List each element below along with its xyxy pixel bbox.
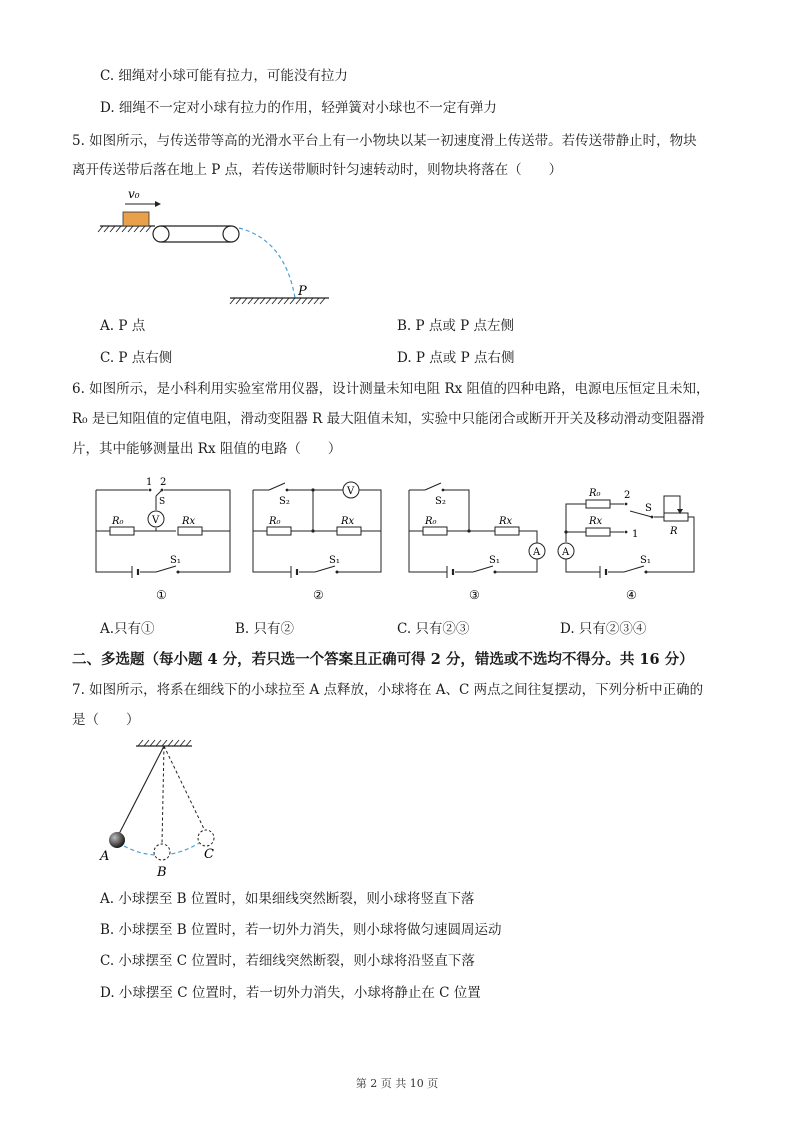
- q5-option-a: A. P 点: [100, 318, 146, 334]
- c1-label: ①: [156, 588, 167, 602]
- q7-option-b: B. 小球摆至 B 位置时，若一切外力消失，则小球将做匀速圆周运动: [100, 922, 502, 938]
- q5-option-c: C. P 点右侧: [100, 350, 173, 366]
- page-footer: 第 2 页 共 10 页: [355, 1077, 439, 1090]
- q7-stem-line2: 是（ ）: [72, 712, 140, 728]
- q6-option-b: B. 只有②: [235, 621, 295, 637]
- q7-option-d: D. 小球摆至 C 位置时，若一切外力消失，小球将静止在 C 位置: [100, 985, 481, 1001]
- q7-position-b: [154, 844, 170, 860]
- svg-text:V: V: [152, 515, 160, 526]
- section-2-heading: 二、多选题（每小题 4 分，若只选一个答案且正确可得 2 分，错选或不选均不得分。共 16 分）: [72, 651, 694, 668]
- c1-r0: R₀: [112, 516, 124, 527]
- q6-circuit-2: [247, 474, 389, 608]
- q5-stem-line2: 离开传送带后落在地上 P 点，若传送带顺时针匀速转动时，则物块将落在（ ）: [72, 162, 563, 178]
- q7-ball-a: [109, 832, 125, 848]
- c1-s1: S₁: [170, 555, 181, 566]
- q6-option-c: C. 只有②③: [397, 621, 470, 637]
- q5-block: [123, 212, 149, 226]
- c2-r0: R₀: [269, 516, 281, 527]
- q6-option-d: D. 只有②③④: [560, 621, 647, 637]
- q5-trajectory: [239, 228, 295, 298]
- q5-p-label: P: [298, 284, 307, 299]
- q5-option-b: B. P 点或 P 点左侧: [397, 318, 515, 334]
- q7-stem-line1: 7. 如图所示，将系在细线下的小球拉至 A 点释放，小球将在 A、C 两点之间往复摆动，下列分析中正确的: [72, 682, 704, 698]
- q6-stem-line1: 6. 如图所示，是小科利用实验室常用仪器，设计测量未知电阻 Rx 阻值的四种电路，电源电压恒定且未知，: [72, 381, 710, 397]
- c3-s2: S₂: [435, 496, 446, 507]
- c3-r0: R₀: [425, 516, 437, 527]
- q4-option-c: C. 细绳对小球可能有拉力，可能没有拉力: [100, 68, 348, 84]
- c2-s1: S₁: [329, 555, 340, 566]
- q7-label-a: A: [100, 849, 110, 864]
- q6-option-a: A.只有①: [100, 621, 155, 637]
- c1-terminal-2: 2: [160, 477, 167, 488]
- q5-option-d: D. P 点或 P 点右侧: [397, 350, 515, 366]
- c1-rx: Rx: [182, 516, 196, 527]
- c3-s1: S₁: [489, 555, 500, 566]
- svg-text:A: A: [562, 547, 570, 558]
- c4-terminal-1: 1: [632, 529, 639, 540]
- q6-stem-line3: 片，其中能够测量出 Rx 阻值的电路（ ）: [72, 441, 342, 457]
- c4-r: R: [670, 526, 678, 537]
- c4-terminal-2: 2: [624, 490, 631, 501]
- svg-text:V: V: [347, 486, 355, 497]
- q7-option-c: C. 小球摆至 C 位置时，若细线突然断裂，则小球将沿竖直下落: [100, 953, 475, 969]
- q5-conveyor-figure: [95, 180, 345, 310]
- q6-circuit-4: [556, 474, 702, 608]
- c3-rx: Rx: [499, 516, 513, 527]
- q7-option-a: A. 小球摆至 B 位置时，如果细线突然断裂，则小球将竖直下落: [100, 891, 475, 907]
- c2-rx: Rx: [341, 516, 355, 527]
- c4-r0: R₀: [589, 488, 601, 499]
- q7-label-c: C: [204, 847, 214, 862]
- q7-position-c: [198, 830, 214, 846]
- c4-switch-s: S: [645, 503, 652, 514]
- q6-circuit-1: [92, 474, 234, 608]
- c1-switch-s: S: [159, 497, 166, 507]
- q7-label-b: B: [157, 865, 167, 880]
- q5-stem-line1: 5. 如图所示，与传送带等高的光滑水平台上有一小物块以某一初速度滑上传送带。若传送带静止时，物块: [72, 133, 697, 149]
- q6-circuit-3: [403, 474, 553, 608]
- q6-stem-line2: R₀ 是已知阻值的定值电阻，滑动变阻器 R 最大阻值未知，实验中只能闭合或断开开关及移动滑动变阻器滑: [72, 411, 705, 427]
- c3-label: ③: [469, 588, 480, 602]
- c2-label: ②: [313, 588, 324, 602]
- c1-terminal-1: 1: [146, 477, 153, 488]
- c2-s2: S₂: [279, 496, 290, 507]
- q4-option-d: D. 细绳不一定对小球有拉力的作用，轻弹簧对小球也不一定有弹力: [100, 100, 497, 116]
- c4-label: ④: [626, 588, 637, 602]
- c4-rx: Rx: [589, 516, 603, 527]
- svg-text:A: A: [533, 547, 541, 558]
- q5-v0-label: v₀: [128, 187, 140, 201]
- q7-pendulum-figure: [98, 736, 238, 881]
- c4-s1: S₁: [640, 555, 651, 566]
